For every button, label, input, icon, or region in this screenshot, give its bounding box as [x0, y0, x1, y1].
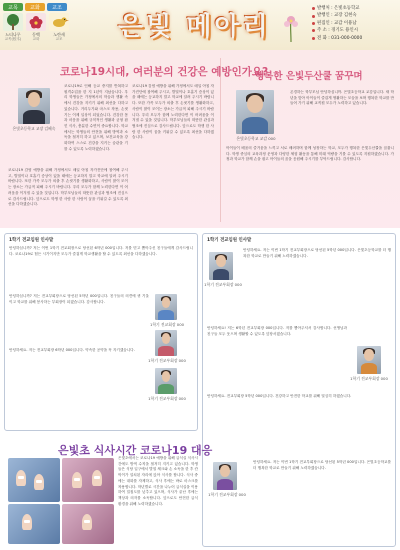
- box-right-title: 1학기 전교임원 인사말: [207, 238, 252, 243]
- student-photo-6: [213, 462, 237, 490]
- vice-principal-text-1: 존경하는 학부모님 안녕하십니까. 은빛초등학교 교감입니다. 새 학년을 맞아 아이들이 즐겁게 생활하는 모습을 보며 행복한 학교를 만들어 가기 위해 교직원 모두가 노력하고 있습니다.: [290, 90, 394, 106]
- lunch-photo-2: [62, 458, 114, 502]
- student-section: [0, 230, 400, 550]
- vice-principal-text-2: 아이들이 배움의 즐거움을 느끼고 서로 배려하며 함께 성장하는 학교, 모두가 행복한 은빛두산쿨을 꿈꿉니다. 학생 중심의 교육과정 운영과 다양한 체험 활동을 통해 미래 역량을 기를 수 있도록 지원하겠습니다. 가정과 학교가 함께 손을 잡고 아이들의 꿈을 응원해 주시기를 부탁드립니다. 감사합니다.: [226, 146, 394, 162]
- vice-principal-caption: 은빛초등학교 교감 000: [236, 136, 276, 141]
- symbol-label-tree: 느티나무 교목(校木): [4, 32, 22, 41]
- student-text-2: 안녕하십니까? 저는 전교부회장으로 당선된 5학년 000입니다. 친구들의 의견에 귀 기울이고 학교를 위해 봉사하는 부회장이 되겠습니다. 감사합니다.: [9, 294, 149, 304]
- principal-heading: 코로나19시대, 여러분의 건강은 예방인가요?: [60, 66, 269, 78]
- tree-icon: [3, 13, 23, 31]
- vice-principal-heading: 행복한 은빛두산쿨 꿈꾸며: [255, 71, 363, 82]
- lunch-photo-4: [62, 504, 114, 544]
- principal-caption: 은빛초등학교 교장 김혜숙: [12, 126, 56, 131]
- info-editor: 편집인 : 교감 이용남: [317, 20, 357, 26]
- student-photo-3: [155, 368, 177, 394]
- newsletter-title: 은빛 메아리: [118, 12, 271, 42]
- vice-principal-photo: [236, 90, 274, 134]
- student-text-5: 안녕하세요! 저는 6학년 전교부회장 000입니다. 저를 뽑아주셔서 감사합니다. 선생님과 친구들 모두 웃으며 생활할 수 있도록 앞장서겠습니다.: [207, 326, 347, 336]
- student-caption-2: 1학기 전교부회장 000: [148, 358, 186, 363]
- bird-icon: [49, 13, 69, 31]
- corona-heading: 은빛초 식사시간 코로나19 대응: [58, 444, 213, 457]
- principal-text-2: 코로나19 감염 예방을 위해 가정에서도 매일 아침 자가진단에 참여해 주시고, 발열이나 호흡기 증상이 있을 때에는 등교하지 말고 학교에 알려 주시기 바랍니다. 또한 가족 모두가 외출 후 손씻기를 생활화하고, 사람이 많이 모이는 장소는 가급적 피해 주시기 바랍니다. 우리 모두가 함께 노력한다면 이 어려움을 이겨낼 수 있을 것입니다. 학부모님들의 따뜻한 관심과 협조에 진심으로 감사드립니다. 앞으로도 학생 한 사람 한 사람이 꿈을 키워갈 수 있도록 최선을 다하겠습니다.: [132, 84, 214, 140]
- info-phone: 전 화 : 031-000-0000: [317, 35, 363, 41]
- symbol-tab-flower: 교화: [25, 3, 45, 11]
- symbol-label-bird: 노란새 교조: [53, 32, 65, 41]
- flower-decoration-icon: [278, 14, 304, 42]
- student-caption-3: 1학기 전교부회장 000: [148, 396, 186, 401]
- principal-photo: [18, 88, 50, 124]
- symbol-label-flower: 동백 교화: [32, 32, 40, 41]
- symbol-tab-tree: 교목: [3, 3, 23, 11]
- student-caption-4: 1학기 전교부회장 000: [204, 282, 242, 287]
- newsletter-header: [0, 0, 400, 50]
- info-issuer: 발행인 : 교장 김현숙: [317, 13, 357, 19]
- student-photo-5: [357, 346, 381, 374]
- principal-text-3: 코로나19 감염 예방을 위해 가정에서도 매일 아침 자가진단에 참여해 주시고, 발열이나 호흡기 증상이 있을 때에는 등교하지 말고 학교에 알려 주시기 바랍니다. 또한 가족 모두가 외출 후 손씻기를 생활화하고, 사람이 많이 모이는 장소는 가급적 피해 주시기 바랍니다. 우리 모두가 함께 노력한다면 이 어려움을 이겨낼 수 있을 것입니다. 학부모님들의 따뜻한 관심과 협조에 진심으로 감사드립니다. 앞으로도 학생 한 사람 한 사람이 꿈을 키워갈 수 있도록 최선을 다하겠습니다.: [8, 168, 128, 207]
- student-caption-5: 1학기 전교부회장 000: [350, 376, 388, 381]
- school-symbols: [3, 3, 69, 42]
- student-caption-6: 1학기 전교부회장 000: [208, 492, 246, 497]
- student-photo-4: [209, 252, 233, 280]
- corona-text: 은빛초에서는 코로나19 예방을 위해 급식실 식사시간에도 방역 수칙을 철저히 지키고 있습니다. 학생들은 식당 입구에서 발열 체크와 손 소독을 한 후 칸막이가 설치된 자리에 앉아 식사를 합니다. 식사 중에는 대화를 자제하고, 식사 후에는 바로 마스크를 착용합니다. 학년별로 시간을 나누어 급식실을 이용하여 밀집도를 낮추고 있으며, 식사가 끝난 후에는 책상과 의자를 소독합니다. 앞으로도 안전한 급식 환경을 위해 노력하겠습니다.: [118, 456, 198, 506]
- student-text-3: 안녕하세요. 저는 전교부회장 6학년 000입니다. 약속한 공약을 꼭 지키겠습니다.: [9, 348, 135, 352]
- student-caption-1: 1학기 전교회장 000: [149, 322, 185, 327]
- greetings-section: [0, 50, 400, 228]
- student-text-6: 안녕하세요. 전교부회장 5학년 000입니다. 건강하고 안전한 학교를 위해 열심히 하겠습니다.: [207, 394, 352, 398]
- student-greeting-box-left: [4, 233, 198, 431]
- student-text-1: 안녕하십니까? 저는 이번 1학기 전교회장으로 당선된 6학년 000입니다. 저를 믿고 뽑아주신 친구들에게 감사드립니다. 코로나19로 힘든 시기이지만 모두가 즐겁게 학교생활을 할 수 있도록 최선을 다하겠습니다.: [9, 246, 193, 256]
- principal-text-1: 코로나19로 인해 등교 중지를 반복하고 원격수업을 한 지 1년이 지났습니다. 우리 학생들은 가정에서의 학습과 생활 속에서 건강을 지키기 위해 최선을 다하고 있습니다. 거리두기와 마스크 착용, 손씻기는 이제 일상이 되었습니다. 건강한 몸과 마음을 위해 규칙적인 생활과 균형 잡힌 식사, 충분한 수면이 중요합니다. 학교에서는 학생들의 안전을 위해 방역과 소독을 철저히 하고 있으며, 보건교육을 강화하여 스스로 건강을 지키는 습관을 기를 수 있도록 노력하겠습니다.: [64, 84, 128, 151]
- student-text-4: 안녕하세요. 저는 이번 1학기 전교부회장으로 당선된 5학년 000입니다. 은빛초등학교를 더 행복한 학교로 만들기 위해 노력하겠습니다.: [243, 248, 391, 258]
- student-photo-2: [155, 330, 177, 356]
- student-photo-1: [155, 294, 177, 320]
- student-greeting-box-right: [202, 233, 396, 547]
- column-divider: [220, 58, 221, 222]
- student-text-7: 안녕하세요. 저는 이번 1학기 전교부회장으로 당선된 5학년 000입니다. 은빛초등학교를 더 행복한 학교로 만들기 위해 노력하겠습니다.: [253, 460, 391, 470]
- lunch-photo-1: [8, 458, 60, 502]
- lunch-photo-3: [8, 504, 60, 544]
- box-left-title: 1학기 전교임원 인사말: [9, 238, 54, 243]
- symbol-tab-bird: 교조: [47, 3, 67, 11]
- info-publisher: 발행처 : 은빛초등학교: [317, 6, 360, 11]
- publication-info: [312, 5, 398, 42]
- flower-icon: [26, 13, 46, 31]
- info-address: 주 소 : 경기도 용인시: [317, 28, 358, 34]
